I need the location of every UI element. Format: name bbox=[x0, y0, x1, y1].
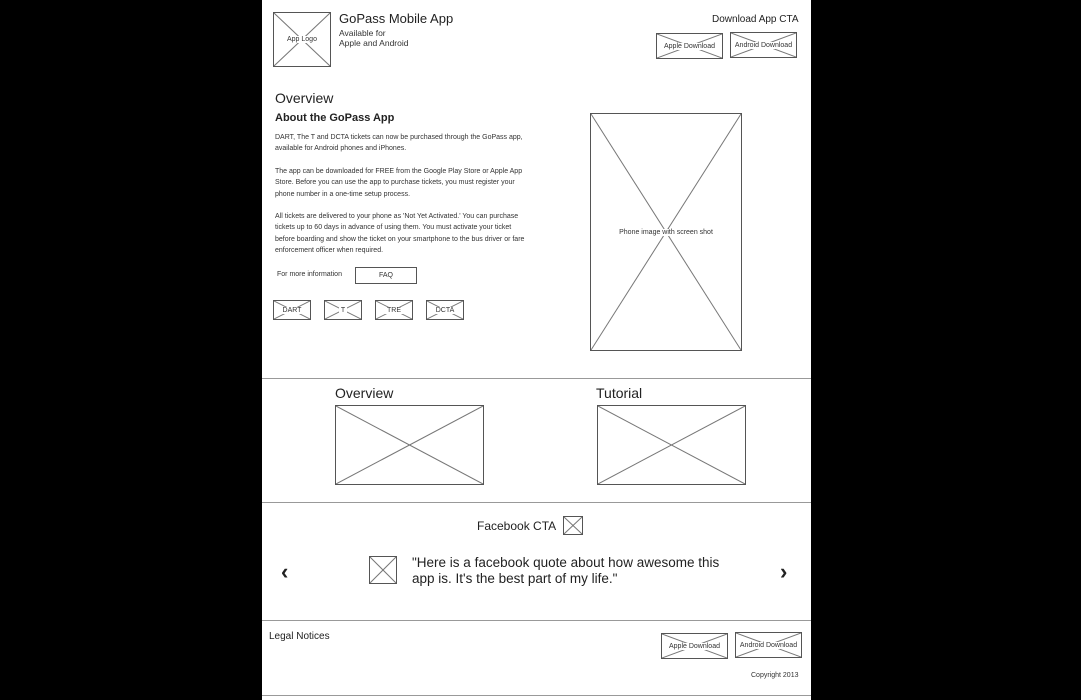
facebook-quote-line1: "Here is a facebook quote about how awesome this bbox=[412, 555, 720, 570]
agency-link-tre[interactable] bbox=[375, 300, 413, 320]
overview-video-placeholder[interactable] bbox=[335, 405, 484, 485]
app-subtitle-line2: Apple and Android bbox=[339, 38, 409, 48]
carousel-next-button[interactable]: › bbox=[780, 559, 788, 584]
app-logo-placeholder bbox=[273, 12, 331, 67]
agency-link-dart[interactable] bbox=[273, 300, 311, 320]
agency-link-dcta-label: DCTA bbox=[435, 306, 455, 314]
page-canvas bbox=[262, 0, 811, 700]
agency-link-tre-label: TRE bbox=[387, 306, 401, 314]
divider-3 bbox=[262, 620, 811, 621]
about-paragraph-3: All tickets are delivered to your phone as 'Not Yet Activated.' You can purchase tickets up to 60 days in advance of using them. You must activate your ticket before boarding and show the ticket on your smartphone to the bus driver or fare enforcement officer when required. bbox=[275, 213, 525, 254]
more-info-label: For more information bbox=[277, 271, 342, 278]
facebook-icon[interactable] bbox=[563, 516, 583, 535]
tutorial-video-title: Tutorial bbox=[596, 385, 643, 401]
faq-button[interactable]: FAQ bbox=[355, 267, 417, 284]
divider-bottom bbox=[262, 695, 811, 696]
divider-2 bbox=[262, 502, 811, 503]
legal-notices-link[interactable]: Legal Notices bbox=[269, 631, 330, 642]
phone-screenshot-label: Phone image with screen shot bbox=[619, 228, 713, 236]
copyright-text: Copyright 2013 bbox=[751, 672, 799, 679]
footer-android-download-button[interactable] bbox=[735, 632, 802, 658]
agency-link-t-label: T bbox=[340, 306, 346, 314]
header-android-download-label: Android Download bbox=[734, 41, 793, 49]
carousel-prev-button[interactable]: ‹ bbox=[281, 559, 289, 584]
app-title: GoPass Mobile App bbox=[339, 11, 454, 26]
footer-apple-download-label: Apple Download bbox=[669, 642, 720, 650]
header-apple-download-button[interactable] bbox=[656, 33, 723, 59]
tutorial-video-placeholder[interactable] bbox=[597, 405, 746, 485]
quote-avatar-placeholder bbox=[369, 556, 397, 584]
footer-apple-download-button[interactable] bbox=[661, 633, 728, 659]
phone-screenshot-placeholder bbox=[590, 113, 742, 351]
download-app-cta: Download App CTA bbox=[712, 14, 799, 25]
about-paragraph-2: The app can be downloaded for FREE from the Google Play Store or Apple App Store. Before you can use the app to purchase tickets, you must register your phone number in a one-time setup process. bbox=[275, 168, 523, 198]
app-logo-label: App Logo bbox=[287, 36, 317, 43]
about-paragraph-1: DART, The T and DCTA tickets can now be purchased through the GoPass app, available for Android phones and iPhones. bbox=[275, 134, 523, 153]
facebook-quote bbox=[412, 555, 719, 587]
overview-video-title: Overview bbox=[335, 385, 394, 401]
app-subtitle bbox=[339, 28, 408, 48]
agency-link-dart-label: DART bbox=[282, 306, 302, 314]
about-heading: About the GoPass App bbox=[275, 112, 395, 124]
divider-1 bbox=[262, 378, 811, 379]
facebook-cta-label: Facebook CTA bbox=[477, 519, 557, 533]
agency-link-t[interactable] bbox=[324, 300, 362, 320]
footer-android-download-label: Android Download bbox=[739, 641, 798, 649]
overview-section-title: Overview bbox=[275, 90, 334, 106]
agency-link-dcta[interactable] bbox=[426, 300, 464, 320]
app-subtitle-line1: Available for bbox=[339, 28, 386, 38]
header-android-download-button[interactable] bbox=[730, 32, 797, 58]
facebook-quote-line2: app is. It's the best part of my life." bbox=[412, 571, 618, 586]
header-apple-download-label: Apple Download bbox=[664, 42, 715, 50]
